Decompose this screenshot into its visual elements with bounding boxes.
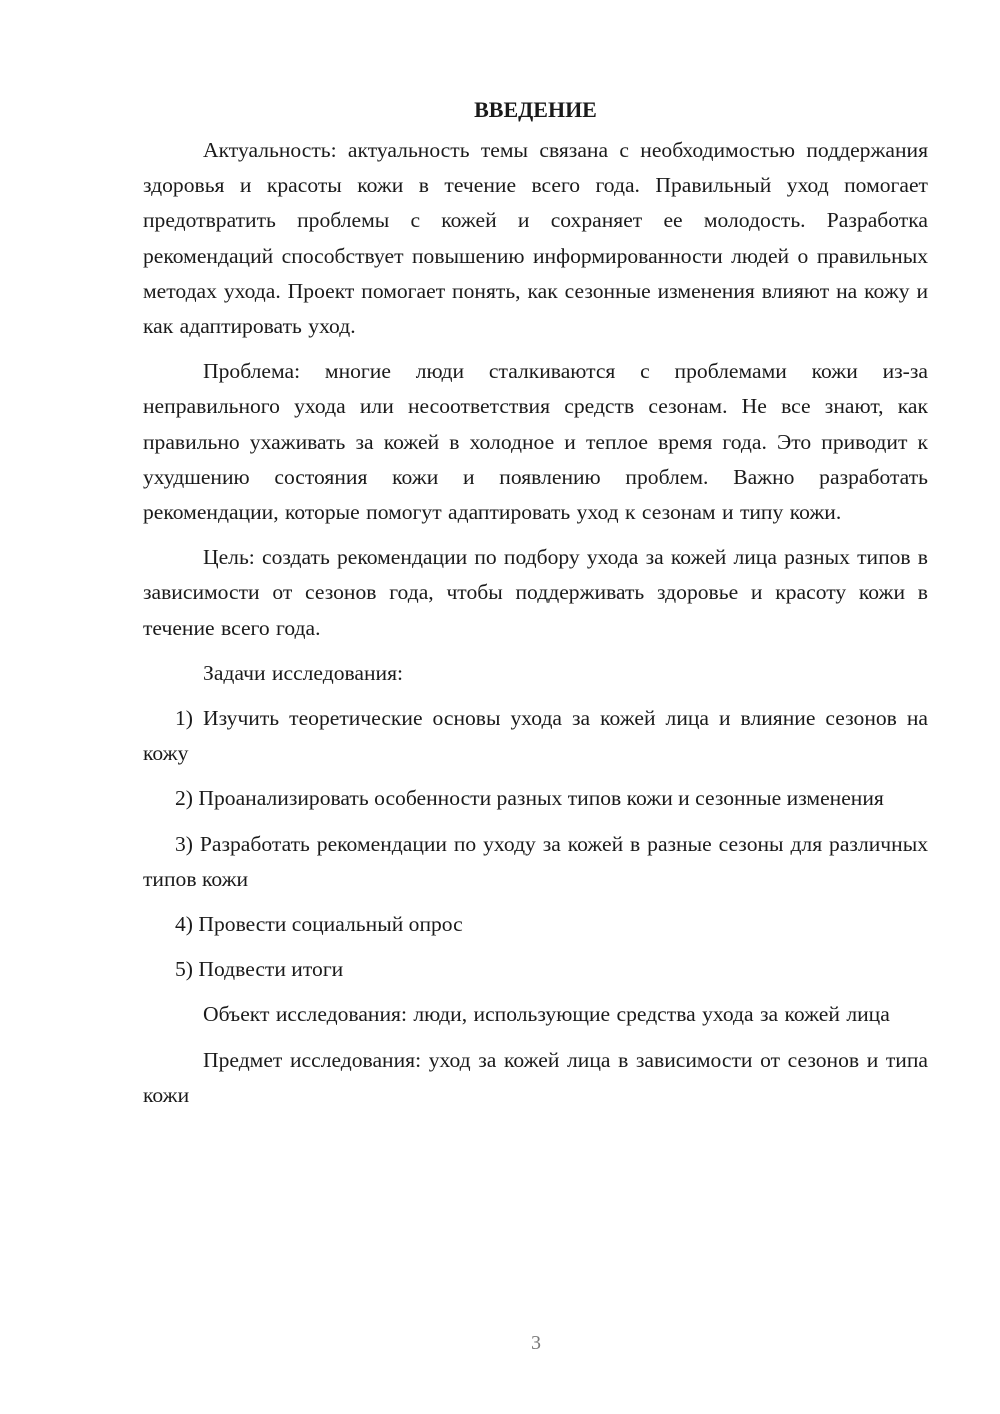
relevance-paragraph: Актуальность: актуальность темы связана с необходимостью поддержания здоровья и красоты кожи в течение всего года. Правильный уход помогает предотвратить проблемы с кожей и сохраняет ее молодость. Разработка рекомендаций способствует повышению информированности людей о правильных методах ухода. Проект помогает понять, как сезонные изменения влияют на кожу и как адаптировать уход. <box>143 138 928 339</box>
subject-paragraph: Предмет исследования: уход за кожей лица в зависимости от сезонов и типа кожи <box>143 1047 928 1107</box>
object-paragraph: Объект исследования: люди, использующие средства ухода за кожей лица <box>203 1002 890 1027</box>
task-item-3: 3) Разработать рекомендации по уходу за кожей в разные сезоны для различных типов кожи <box>143 831 928 891</box>
goal-paragraph: Цель: создать рекомендации по подбору ухода за кожей лица разных типов в зависимости от сезонов года, чтобы поддерживать здоровье и красоту кожи в течение всего года. <box>143 545 928 640</box>
page-title: ВВЕДЕНИЕ <box>474 97 597 122</box>
document-page <box>143 92 928 1123</box>
task-item-1: 1) Изучить теоретические основы ухода за кожей лица и влияние сезонов на кожу <box>143 706 928 766</box>
task-item-4: 4) Провести социальный опрос <box>175 912 463 937</box>
tasks-intro: Задачи исследования: <box>203 660 404 685</box>
task-item-2: 2) Проанализировать особенности разных типов кожи и сезонные изменения <box>175 786 884 811</box>
page-number: 3 <box>531 1332 541 1354</box>
task-item-5: 5) Подвести итоги <box>175 957 344 982</box>
problem-paragraph: Проблема: многие люди сталкиваются с проблемами кожи из-за неправильного ухода или несоответствия средств сезонам. Не все знают, как правильно ухаживать за кожей в холодное и теплое время года. Это приводит к ухудшению состояния кожи и появлению проблем. Важно разработать рекомендации, которые помогут адаптировать уход к сезонам и типу кожи. <box>143 359 928 525</box>
